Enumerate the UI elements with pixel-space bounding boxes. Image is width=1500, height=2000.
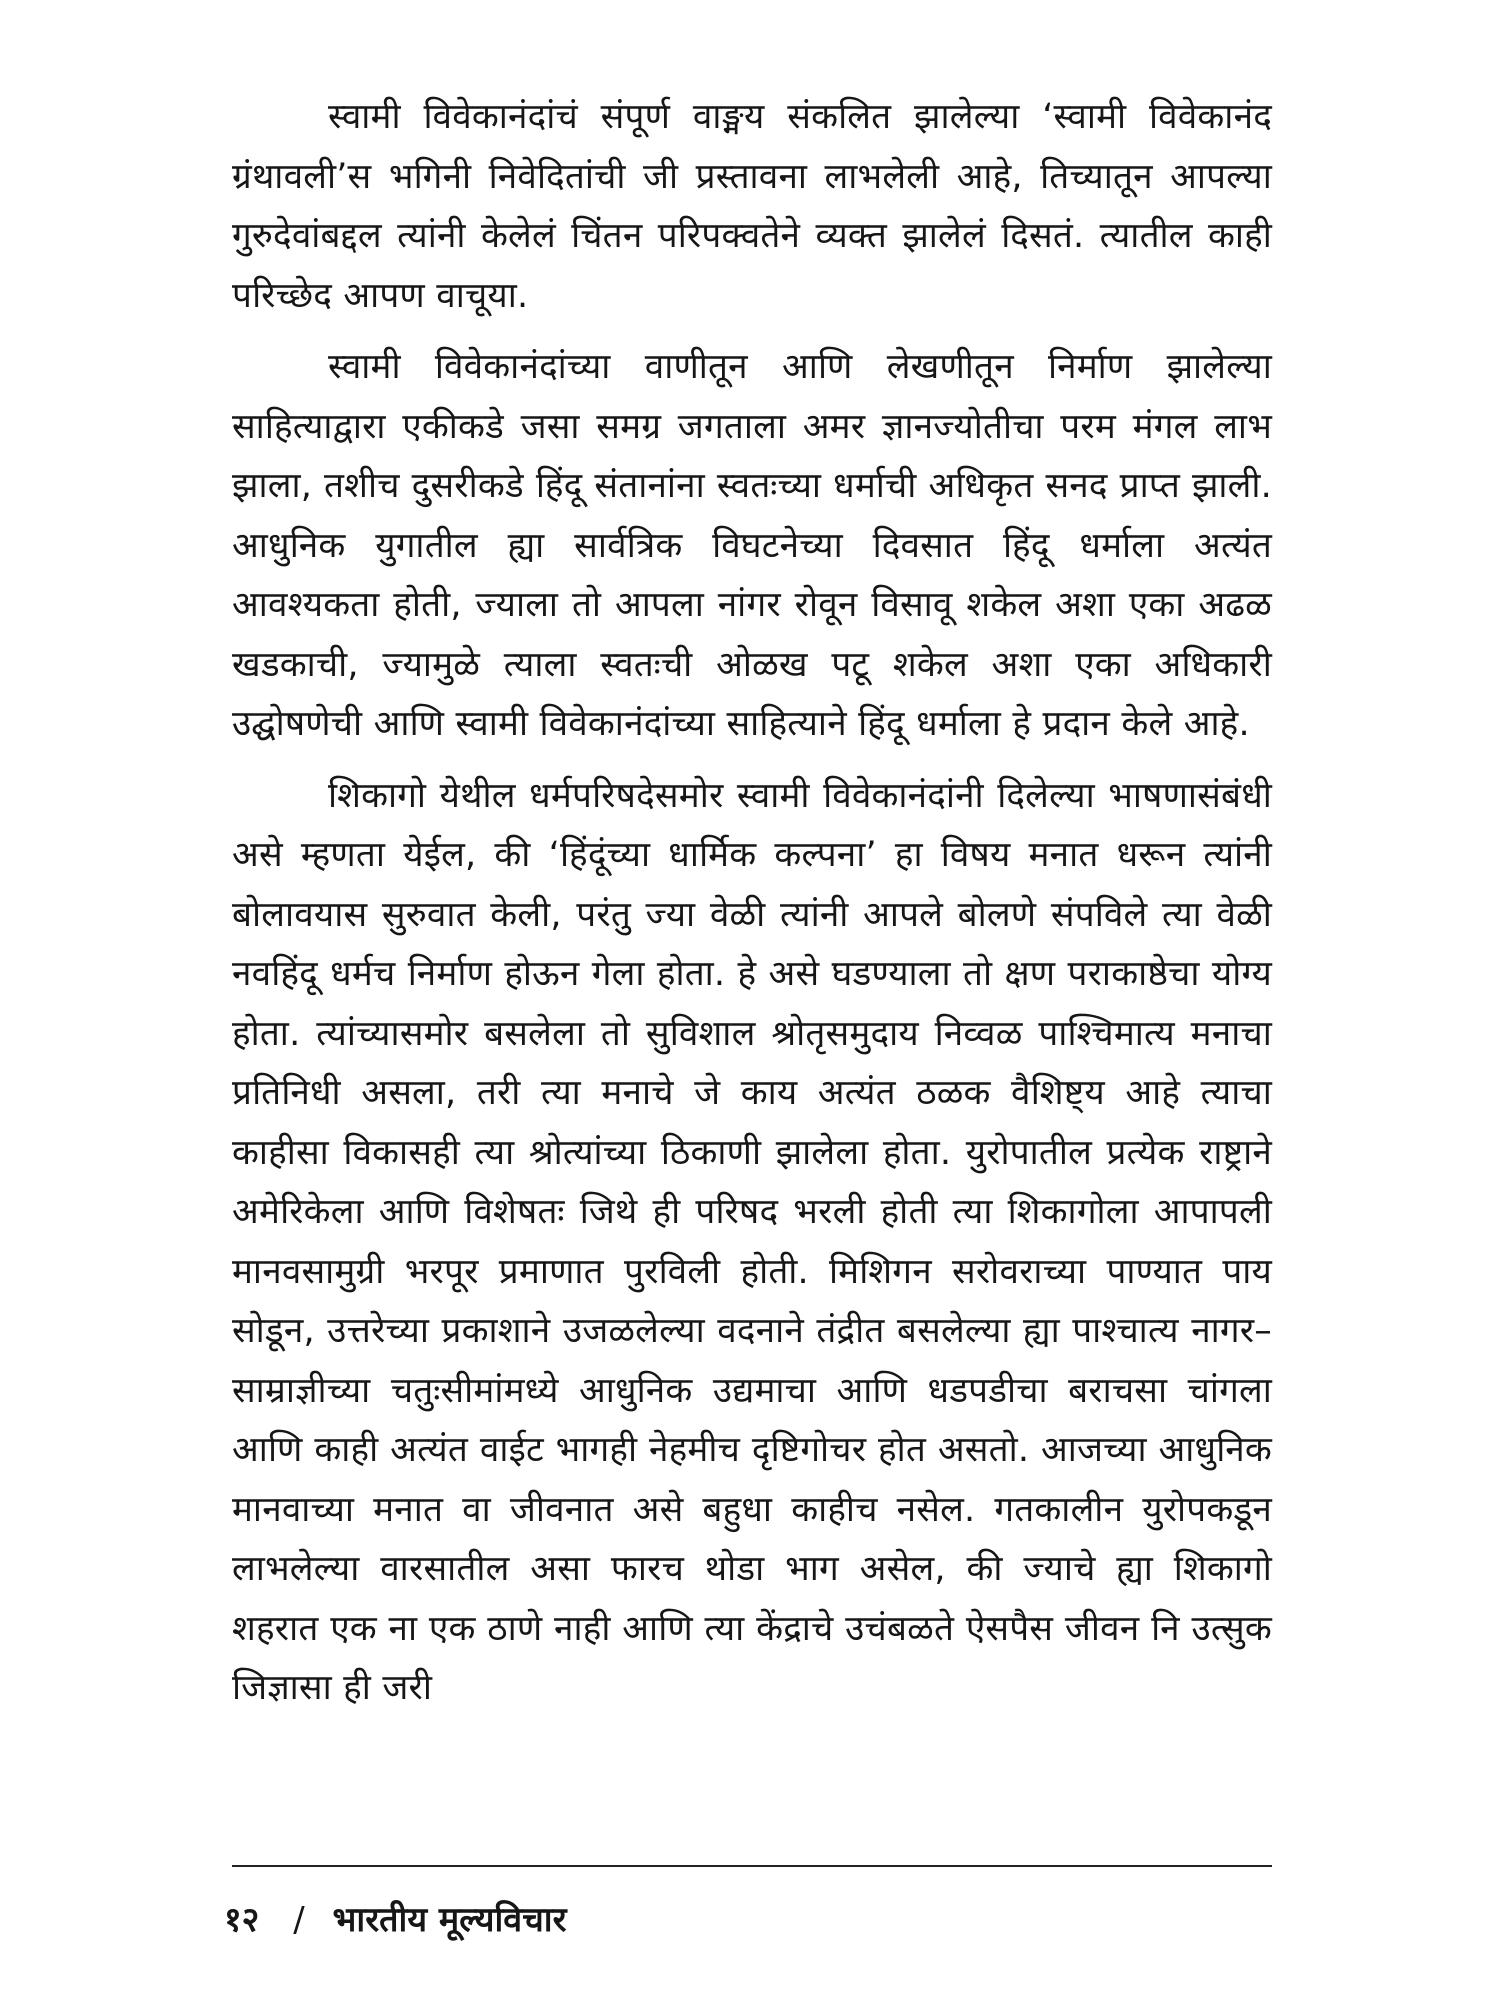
page-footer bbox=[224, 1896, 567, 1944]
footer-divider bbox=[232, 1865, 1272, 1867]
footer-separator: / bbox=[293, 1900, 305, 1940]
paragraph-2: स्वामी विवेकानंदांच्या वाणीतून आणि लेखणीतून निर्माण झालेल्या साहित्याद्वारा एकीकडे जसा समग्र जगताला अमर ज्ञानज्योतीचा परम मंगल लाभ झाला, तशीच दुसरीकडे हिंदू संतानांना स्वतःच्या धर्माची अधिकृत सनद प्राप्त झाली. आधुनिक युगातील ह्या सार्वत्रिक विघटनेच्या दिवसात हिंदू धर्माला अत्यंत आवश्यकता होती, ज्याला तो आपला नांगर रोवून विसावू शकेल अशा एका अढळ खडकाची, ज्यामुळे त्याला स्वतःची ओळख पटू शकेल अशा एका अधिकारी उद्घोषणेची आणि स्वामी विवेकानंदांच्या साहित्याने हिंदू धर्माला हे प्रदान केले आहे. bbox=[232, 347, 1272, 744]
paragraph-3: शिकागो येथील धर्मपरिषदेसमोर स्वामी विवेकानंदांनी दिलेल्या भाषणासंबंधी असे म्हणता येईल, की ‘हिंदूंच्या धार्मिक कल्पना’ हा विषय मनात धरून त्यांनी बोलावयास सुरुवात केली, परंतु ज्या वेळी त्यांनी आपले बोलणे संपविले त्या वेळी नवहिंदू धर्मच निर्माण होऊन गेला होता. हे असे घडण्याला तो क्षण पराकाष्ठेचा योग्य होता. त्यांच्यासमोर बसलेला तो सुविशाल श्रोतृसमुदाय निव्वळ पाश्चिमात्य मनाचा प्रतिनिधी असला, तरी त्या मनाचे जे काय अत्यंत ठळक वैशिष्ट्य आहे त्याचा काहीसा विकासही त्या श्रोत्यांच्या ठिकाणी झालेला होता. युरोपातील प्रत्येक राष्ट्राने अमेरिकेला आणि विशेषतः जिथे ही परिषद भरली होती त्या शिकागोला आपापली मानवसामुग्री भरपूर प्रमाणात पुरविली होती. मिशिगन सरोवराच्या पाण्यात पाय सोडून, उत्तरेच्या प्रकाशाने उजळलेल्या वदनाने तंद्रीत बसलेल्या ह्या पाश्चात्य नागर–साम्राज्ञीच्या चतुःसीमांमध्ये आधुनिक उद्यमाचा आणि धडपडीचा बराचसा चांगला आणि काही अत्यंत वाईट भागही नेहमीच दृष्टिगोचर होत असतो. आजच्या आधुनिक मानवाच्या मनात वा जीवनात असे बहुधा काहीच नसेल. गतकालीन युरोपकडून लाभलेल्या वारसातील असा फारच थोडा भाग असेल, की ज्याचे ह्या शिकागो शहरात एक ना एक ठाणे नाही आणि त्या केंद्राचे उचंबळते ऐसपैस जीवन नि उत्सुक जिज्ञासा ही जरी bbox=[232, 775, 1272, 1708]
book-title: भारतीय मूल्यविचार bbox=[332, 1900, 567, 1940]
paragraph-1: स्वामी विवेकानंदांचं संपूर्ण वाङ्मय संकलित झालेल्या ‘स्वामी विवेकानंद ग्रंथावली’स भगिनी निवेदितांची जी प्रस्तावना लाभलेली आहे, तिच्यातून आपल्या गुरुदेवांबद्दल त्यांनी केलेलं चिंतन परिपक्वतेने व्यक्त झालेलं दिसतं. त्यातील काही परिच्छेद आपण वाचूया. bbox=[232, 97, 1272, 316]
body-text bbox=[232, 88, 1272, 1719]
page-number: १२ bbox=[224, 1900, 260, 1940]
